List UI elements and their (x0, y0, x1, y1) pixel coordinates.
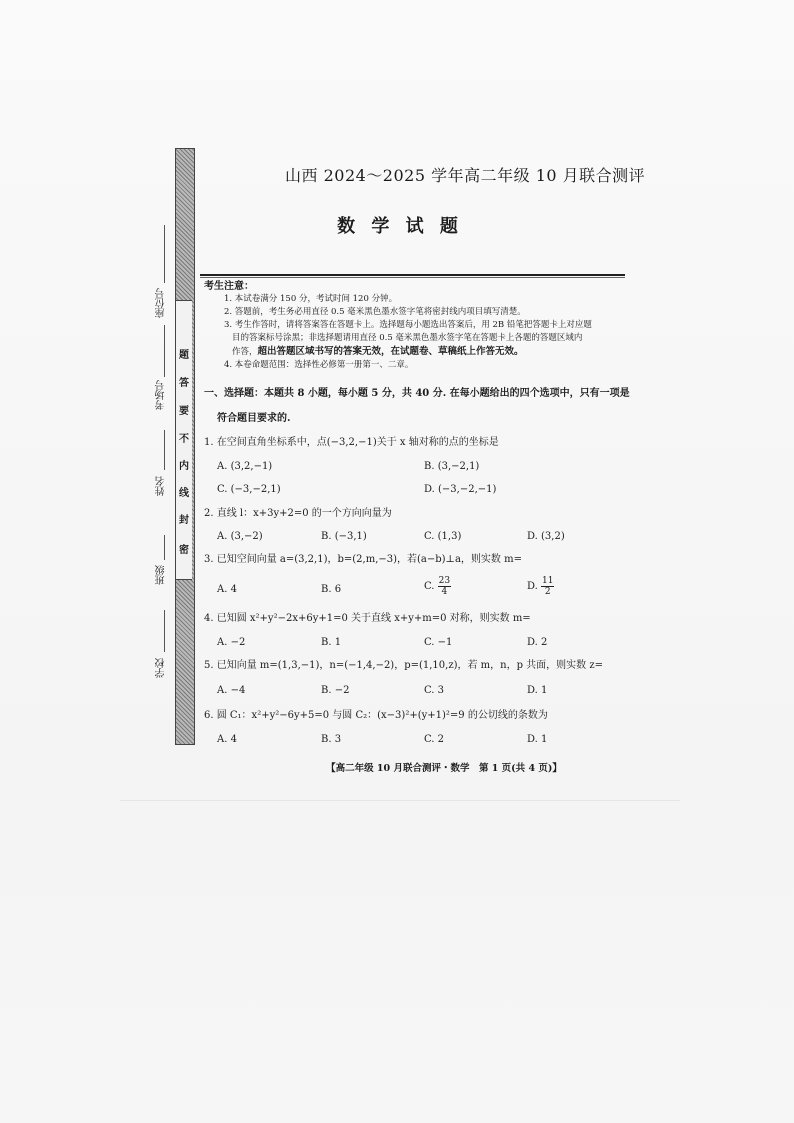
fraction (438, 576, 451, 597)
exam-title: 山西 2024～2025 学年高二年级 10 月联合测评 (285, 166, 646, 185)
notice-emphasis: 超出答题区域书写的答案无效，在试题卷、草稿纸上作答无效。 (257, 346, 524, 357)
notice-item-cont: 目的答案标号涂黑；非选择题请用直径 0.5 毫米黑色墨水签字笔在答题卡上各题的答题区域内 (232, 333, 583, 343)
question-3-option-b: B. 6 (321, 584, 342, 595)
notice-item: 3. 考生作答时，请将答案答在答题卡上。选择题每小题选出答案后，用 2B 铅笔把答题卡上对应题 (224, 320, 592, 330)
question-5-stem: 5. 已知向量 m=(1,3,−1)，n=(−1,4,−2)，p=(1,10,z)，若 m，n，p 共面，则实数 z= (204, 660, 604, 671)
exam-room-label: 考场号 (156, 380, 167, 410)
seat-number-label: 座位号 (156, 288, 167, 318)
strip-char: 密 (179, 545, 189, 556)
class-label: 班级 (156, 565, 167, 585)
fraction (541, 576, 554, 597)
notice-item: 1. 本试卷满分 150 分，考试时间 120 分钟。 (224, 294, 398, 304)
section-heading: 一、选择题：本题共 8 小题，每小题 5 分，共 40 分. 在每小题给出的四个选项中，只有一项是 (204, 388, 630, 399)
notice-item-cont-text: 作答， (232, 347, 258, 357)
notice-item-cont (204, 345, 624, 359)
question-2-option-c: C. (1,3) (424, 531, 462, 542)
exam-room-line (164, 325, 165, 377)
question-1-stem: 1. 在空间直角坐标系中，点(−3,2,−1)关于 x 轴对称的点的坐标是 (204, 437, 499, 448)
question-2-stem: 2. 直线 l：x+3y+2=0 的一个方向向量为 (204, 508, 392, 519)
question-6-option-d: D. 1 (527, 734, 548, 745)
section-heading-cont: 符合题目要求的. (217, 413, 291, 424)
page-footer: 【高二年级 10 月联合测评・数学 第 1 页(共 4 页)】 (326, 763, 562, 774)
strip-char: 要 (179, 406, 189, 417)
question-4-option-a: A. −2 (217, 637, 246, 648)
question-6-stem: 6. 圆 C₁：x²+y²−6y+5=0 与圆 C₂：(x−3)²+(y+1)²=9 的公切线的条数为 (204, 710, 548, 721)
question-1-option-a: A. (3,2,−1) (217, 461, 273, 472)
seat-number-line (164, 225, 165, 283)
notice-heading: 考生注意： (204, 281, 254, 292)
header-rule (200, 274, 625, 276)
question-1-option-c: C. (−3,−2,1) (217, 484, 281, 495)
strip-char: 不 (179, 434, 189, 445)
option-letter: D. (527, 581, 542, 592)
question-1-option-b: B. (3,−2,1) (424, 461, 480, 472)
strip-char: 内 (179, 461, 189, 472)
header-rule-thin (200, 277, 625, 278)
question-2-option-b: B. (−3,1) (321, 531, 367, 542)
question-5-option-b: B. −2 (321, 685, 350, 696)
notice-item: 4. 本卷命题范围：选择性必修第一册第一、二章。 (224, 360, 414, 370)
question-4-stem: 4. 已知圆 x²+y²−2x+6y+1=0 关于直线 x+y+m=0 对称，则实数 m= (204, 613, 531, 624)
fraction-denominator: 2 (544, 587, 551, 597)
question-6-option-c: C. 2 (424, 734, 445, 745)
fraction-numerator: 23 (438, 576, 451, 586)
question-5-option-d: D. 1 (527, 685, 548, 696)
strip-char: 封 (179, 515, 189, 526)
fraction-denominator: 4 (441, 587, 448, 597)
name-label: 姓名 (156, 476, 167, 496)
question-3-option-a: A. 4 (217, 584, 237, 595)
question-3-stem: 3. 已知空间向量 a=(3,2,1)，b=(2,m,−3)，若(a−b)⊥a，则实数 m= (204, 554, 522, 565)
question-2-option-d: D. (3,2) (527, 531, 565, 542)
fraction-numerator: 11 (542, 576, 554, 586)
question-3-option-c (424, 576, 451, 597)
notice-item: 2. 答题前，考生务必用直径 0.5 毫米黑色墨水签字笔将密封线内项目填写清楚。 (224, 307, 526, 317)
question-5-option-a: A. −4 (217, 685, 246, 696)
class-line (164, 535, 165, 560)
strip-char: 线 (179, 488, 189, 499)
question-6-option-a: A. 4 (217, 734, 237, 745)
question-4-option-c: C. −1 (424, 637, 453, 648)
notice-block (204, 280, 624, 372)
question-3-option-d (527, 576, 554, 597)
question-4-option-d: D. 2 (527, 637, 548, 648)
question-2-option-a: A. (3,−2) (217, 531, 263, 542)
name-line (164, 430, 165, 470)
question-5-option-c: C. 3 (424, 685, 445, 696)
strip-char: 题 (179, 350, 189, 361)
sheet-edge (120, 800, 680, 801)
question-4-option-b: B. 1 (321, 637, 342, 648)
question-6-option-b: B. 3 (321, 734, 342, 745)
school-label: 学校 (156, 658, 167, 678)
subject-title: 数 学 试 题 (337, 216, 463, 237)
strip-char: 答 (179, 378, 189, 389)
school-line (164, 610, 165, 652)
option-letter: C. (424, 581, 438, 592)
question-1-option-d: D. (−3,−2,−1) (424, 484, 497, 495)
